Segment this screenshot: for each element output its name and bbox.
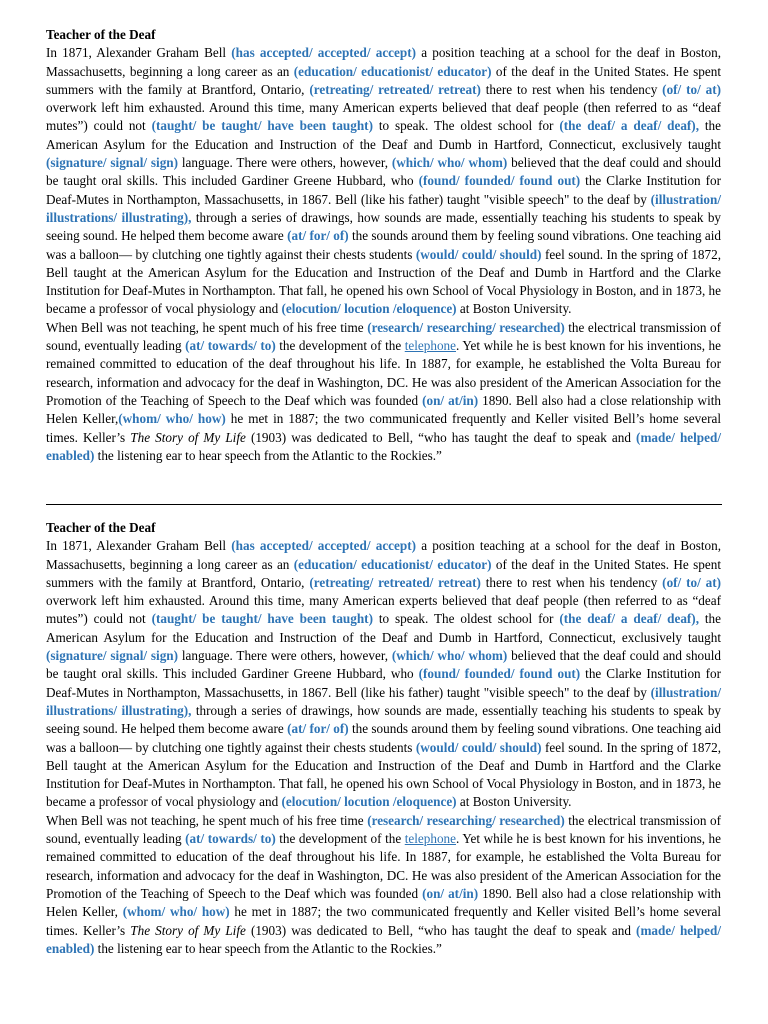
body-text: language. There were others, however, <box>178 648 392 664</box>
body-text: the Clarke Institution for Deaf-Mutes in Northampton, Massachusetts, in 1867. Bell (like his father) taught "visible speech" to the deaf by <box>46 173 721 207</box>
paragraph-1 <box>46 537 721 811</box>
body-text: believed that the deaf could and should be taught oral skills. This included Gardiner Greene Hubbard, who <box>46 155 721 189</box>
answer-options: (at/ towards/ to) <box>185 831 276 847</box>
body-text: 1890. Bell also had a close relationship with Helen Keller, <box>46 885 721 920</box>
answer-options: (which/ who/ whom) <box>391 155 508 171</box>
body-text: In 1871, Alexander Graham Bell <box>46 538 232 554</box>
answer-options: (whom/ who/ how) <box>122 904 230 920</box>
body-text: In 1871, Alexander Graham Bell <box>46 45 232 61</box>
answer-options: (on/ at/in) <box>422 885 479 901</box>
answer-options: (whom/ who/ how) <box>118 411 226 427</box>
telephone-link[interactable]: telephone <box>404 338 456 354</box>
answer-options: (the deaf/ a deaf/ deaf), <box>559 611 699 627</box>
body-text: 1890. Bell also had a close relationship with Helen Keller, <box>46 392 721 427</box>
body-text: the listening ear to hear speech from the Atlantic to the Rockies.” <box>94 940 442 956</box>
body-text: When Bell was not teaching, he spent much of his free time <box>46 812 368 828</box>
answer-options: (at/ for/ of) <box>287 228 349 244</box>
body-text: overwork left him exhausted. Around this time, many American experts believed that deaf people (then referred to as “deaf mutes”) could not <box>46 593 721 627</box>
answer-options: (signature/ signal/ sign) <box>46 648 179 664</box>
body-text: the sounds around them by feeling sound vibrations. One teaching aid was a balloon— by clutching one tightly against their chests students <box>46 721 722 755</box>
answer-options: (found/ founded/ found out) <box>418 173 581 189</box>
paragraph-1 <box>46 44 721 318</box>
answer-options: (would/ could/ should) <box>415 739 542 755</box>
answer-options: (signature/ signal/ sign) <box>46 155 179 171</box>
section-divider <box>46 504 722 505</box>
answer-options: (retreating/ retreated/ retreat) <box>309 574 481 590</box>
telephone-link[interactable]: telephone <box>404 831 456 847</box>
body-text: a position teaching at a school for the deaf in Boston, Massachusetts, beginning a long career as an <box>46 538 721 572</box>
answer-options: (education/ educationist/ educator) <box>293 556 492 572</box>
answer-options: (made/ helped/ enabled) <box>46 429 721 463</box>
answer-options: (on/ at/in) <box>422 392 479 408</box>
answer-options: (education/ educationist/ educator) <box>293 63 492 79</box>
body-text: through a series of drawings, how sounds are made, essentially teaching his students to speak by seeing sound. He helped them become aware <box>46 209 722 244</box>
body-text: the American Asylum for the Education and Instruction of the Deaf and Dumb in Hartford, Connecticut, exclusively taught <box>46 611 721 645</box>
body-text: at Boston University. <box>456 794 572 810</box>
body-text: overwork left him exhausted. Around this time, many American experts believed that deaf people (then referred to as “deaf mutes”) could not <box>46 100 721 134</box>
answer-options: (has accepted/ accepted/ accept) <box>231 45 416 61</box>
body-text: a position teaching at a school for the deaf in Boston, Massachusetts, beginning a long career as an <box>46 45 721 79</box>
answer-options: (made/ helped/ enabled) <box>46 922 721 956</box>
body-text: feel sound. In the spring of 1872, Bell taught at the American Asylum for the Education and Instruction of the Deaf and Dumb in Hartford and the Clarke Institution for Deaf-Mutes in Northampton. That fall, he opened his own School of Vocal Physiology in Boston, and in 1873, he became a professor of vocal physiology and <box>46 246 722 317</box>
exercise-title: Teacher of the Deaf <box>46 520 156 535</box>
answer-options: (found/ founded/ found out) <box>418 666 581 682</box>
answer-options: (taught/ be taught/ have been taught) <box>151 118 373 134</box>
answer-options: (has accepted/ accepted/ accept) <box>231 538 416 554</box>
body-text: there to rest when his tendency <box>480 574 663 590</box>
answer-options: (research/ researching/ researched) <box>367 319 565 335</box>
answer-options: (elocution/ locution /eloquence) <box>281 794 457 810</box>
answer-options: (of/ to/ at) <box>662 81 721 97</box>
answer-options: (the deaf/ a deaf/ deaf), <box>559 118 699 134</box>
answer-options: (illustration/ illustrations/ illustrating), <box>46 191 721 225</box>
body-text: the electrical transmission of sound, eventually leading <box>46 319 721 354</box>
exercise-title: Teacher of the Deaf <box>46 27 156 42</box>
body-text: the American Asylum for the Education and Instruction of the Deaf and Dumb in Hartford, Connecticut, exclusively taught <box>46 118 721 152</box>
body-text: through a series of drawings, how sounds are made, essentially teaching his students to speak by seeing sound. He helped them become aware <box>46 702 722 737</box>
body-text: . Yet while he is best known for his inventions, he remained committed to education of the deaf throughout his life. In 1887, for example, he established the Volta Bureau for research, information and advocacy for the deaf in Washington, DC. He was also president of the American Association for the Promotion of the Teaching of Speech to the Deaf which was founded <box>46 338 722 408</box>
answer-options: (at/ for/ of) <box>287 721 349 737</box>
body-text: the development of the <box>275 831 405 847</box>
body-text: the Clarke Institution for Deaf-Mutes in Northampton, Massachusetts, in 1867. Bell (like his father) taught "visible speech" to the deaf by <box>46 666 721 700</box>
body-text: he met in 1887; the two communicated frequently and Keller visited Bell’s home several times. Keller’s <box>46 904 721 938</box>
body-text: language. There were others, however, <box>178 155 392 171</box>
body-text: (1903) was dedicated to Bell, “who has taught the deaf to speak and <box>245 429 637 445</box>
body-text: When Bell was not teaching, he spent much of his free time <box>46 319 368 335</box>
body-text: the sounds around them by feeling sound vibrations. One teaching aid was a balloon— by clutching one tightly against their chests students <box>46 228 722 262</box>
body-text: there to rest when his tendency <box>480 81 663 97</box>
answer-options: (retreating/ retreated/ retreat) <box>309 81 481 97</box>
answer-options: (elocution/ locution /eloquence) <box>281 301 457 317</box>
body-text: (1903) was dedicated to Bell, “who has taught the deaf to speak and <box>245 922 637 938</box>
paragraph-2 <box>46 812 721 958</box>
body-text: to speak. The oldest school for <box>372 611 560 627</box>
body-text: the listening ear to hear speech from the Atlantic to the Rockies.” <box>94 447 442 463</box>
answer-options: (illustration/ illustrations/ illustrating), <box>46 684 721 718</box>
body-text: of the deaf in the United States. He spent summers with the family at Brantford, Ontario, <box>46 63 721 97</box>
paragraph-2 <box>46 319 721 465</box>
exercise-block-2 <box>46 519 721 958</box>
answer-options: (at/ towards/ to) <box>185 338 276 354</box>
body-text: he met in 1887; the two communicated frequently and Keller visited Bell’s home several times. Keller’s <box>46 411 721 445</box>
answer-options: (would/ could/ should) <box>415 246 542 262</box>
answer-options: (taught/ be taught/ have been taught) <box>151 611 373 627</box>
body-text: at Boston University. <box>456 301 572 317</box>
body-text: believed that the deaf could and should be taught oral skills. This included Gardiner Greene Hubbard, who <box>46 648 721 682</box>
body-text: of the deaf in the United States. He spent summers with the family at Brantford, Ontario, <box>46 556 721 590</box>
body-text: to speak. The oldest school for <box>372 118 560 134</box>
answer-options: (of/ to/ at) <box>662 574 721 590</box>
book-title: The Story of My Life <box>130 922 246 938</box>
body-text: the development of the <box>275 338 405 354</box>
answer-options: (which/ who/ whom) <box>391 648 508 664</box>
body-text: the electrical transmission of sound, eventually leading <box>46 812 721 847</box>
body-text: feel sound. In the spring of 1872, Bell taught at the American Asylum for the Education and Instruction of the Deaf and Dumb in Hartford and the Clarke Institution for Deaf-Mutes in Northampton. That fall, he opened his own School of Vocal Physiology in Boston, and in 1873, he became a professor of vocal physiology and <box>46 739 722 810</box>
body-text: . Yet while he is best known for his inventions, he remained committed to education of the deaf throughout his life. In 1887, for example, he established the Volta Bureau for research, information and advocacy for the deaf in Washington, DC. He was also president of the American Association for the Promotion of the Teaching of Speech to the Deaf which was founded <box>46 831 722 901</box>
book-title: The Story of My Life <box>130 429 246 445</box>
exercise-block-1 <box>46 26 721 465</box>
answer-options: (research/ researching/ researched) <box>367 812 565 828</box>
